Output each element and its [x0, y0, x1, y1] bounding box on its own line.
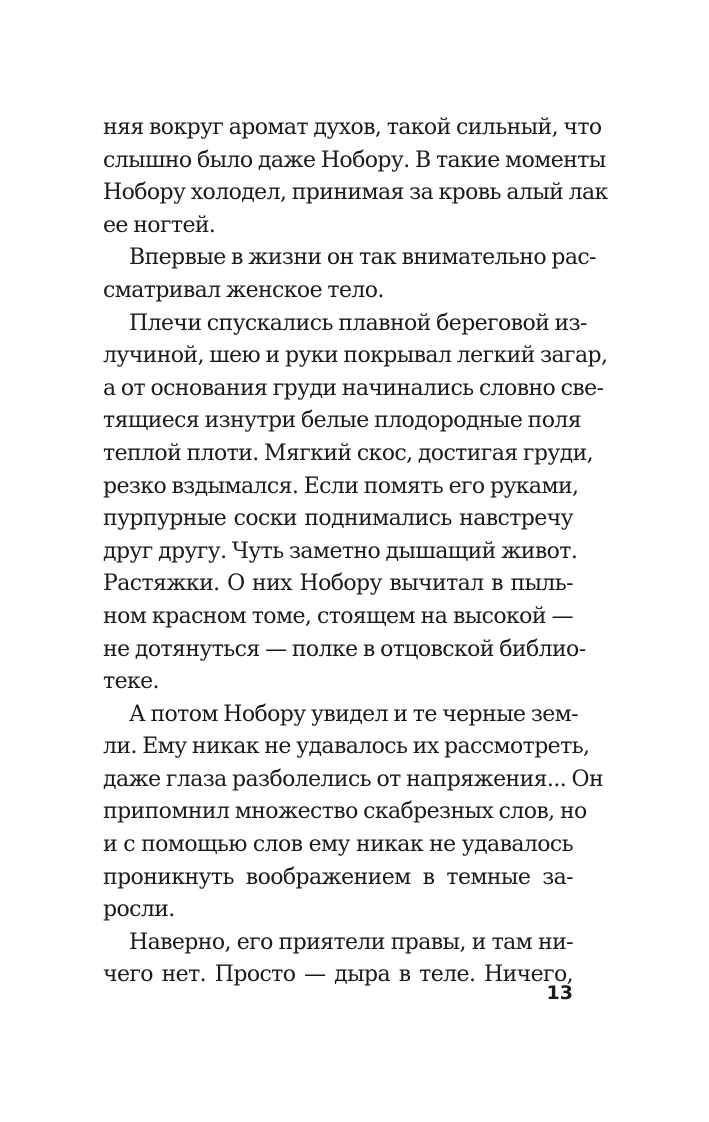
text-line: Растяжки. О них Нобору вычитал в пыль-: [103, 571, 573, 597]
paragraph-4: [103, 699, 604, 927]
text-line: даже глаза разболелись от напряжения... Он: [103, 766, 604, 792]
paragraph-1: [103, 112, 608, 242]
text-line: теплой плоти. Мягкий скос, достигая груди,: [103, 440, 594, 466]
text-line: ли. Ему никак не удавалось их рассмотреть,: [103, 734, 590, 760]
text-line: Нобору холодел, принимая за кровь алый лак: [103, 180, 608, 206]
text-line: Впервые в жизни он так внимательно рас-: [129, 245, 596, 271]
paragraph-5: [103, 927, 573, 992]
paragraph-2: [103, 242, 596, 307]
body-text: [103, 112, 608, 992]
text-line: пурпурные соски поднимались навстречу: [103, 506, 573, 532]
text-line: слышно было даже Нобору. В такие моменты: [103, 147, 606, 173]
text-line: сматривал женское тело.: [103, 277, 384, 303]
text-line: чего нет. Просто — дыра в теле. Ничего,: [103, 962, 573, 988]
text-line: теке.: [103, 669, 159, 695]
text-line: ее ногтей.: [103, 212, 216, 238]
page-number: 13: [546, 982, 573, 1004]
text-line: резко вздымался. Если помять его руками,: [103, 473, 579, 499]
text-line: ном красном томе, стоящем на высокой —: [103, 603, 573, 629]
text-line: росли.: [103, 897, 175, 923]
text-line: А потом Нобору увидел и те черные зем-: [129, 701, 578, 727]
text-line: проникнуть воображением в темные за-: [103, 864, 573, 890]
text-line: Плечи спускались плавной береговой из-: [129, 310, 587, 336]
text-line: а от основания груди начинались словно све-: [103, 375, 604, 401]
text-line: припомнил множество скабрезных слов, но: [103, 799, 587, 825]
text-line: друг другу. Чуть заметно дышащий живот.: [103, 538, 578, 564]
text-line: тящиеся изнутри белые плодородные поля: [103, 408, 582, 434]
text-line: и с помощью слов ему никак не удавалось: [103, 832, 573, 858]
text-line: няя вокруг аромат духов, такой сильный, что: [103, 115, 602, 140]
text-line: Наверно, его приятели правы, и там ни-: [129, 929, 573, 955]
text-line: не дотянуться — полке в отцовской библио-: [103, 636, 586, 662]
text-line: лучиной, шею и руки покрывал легкий загар,: [103, 343, 608, 369]
paragraph-3: [103, 308, 608, 699]
